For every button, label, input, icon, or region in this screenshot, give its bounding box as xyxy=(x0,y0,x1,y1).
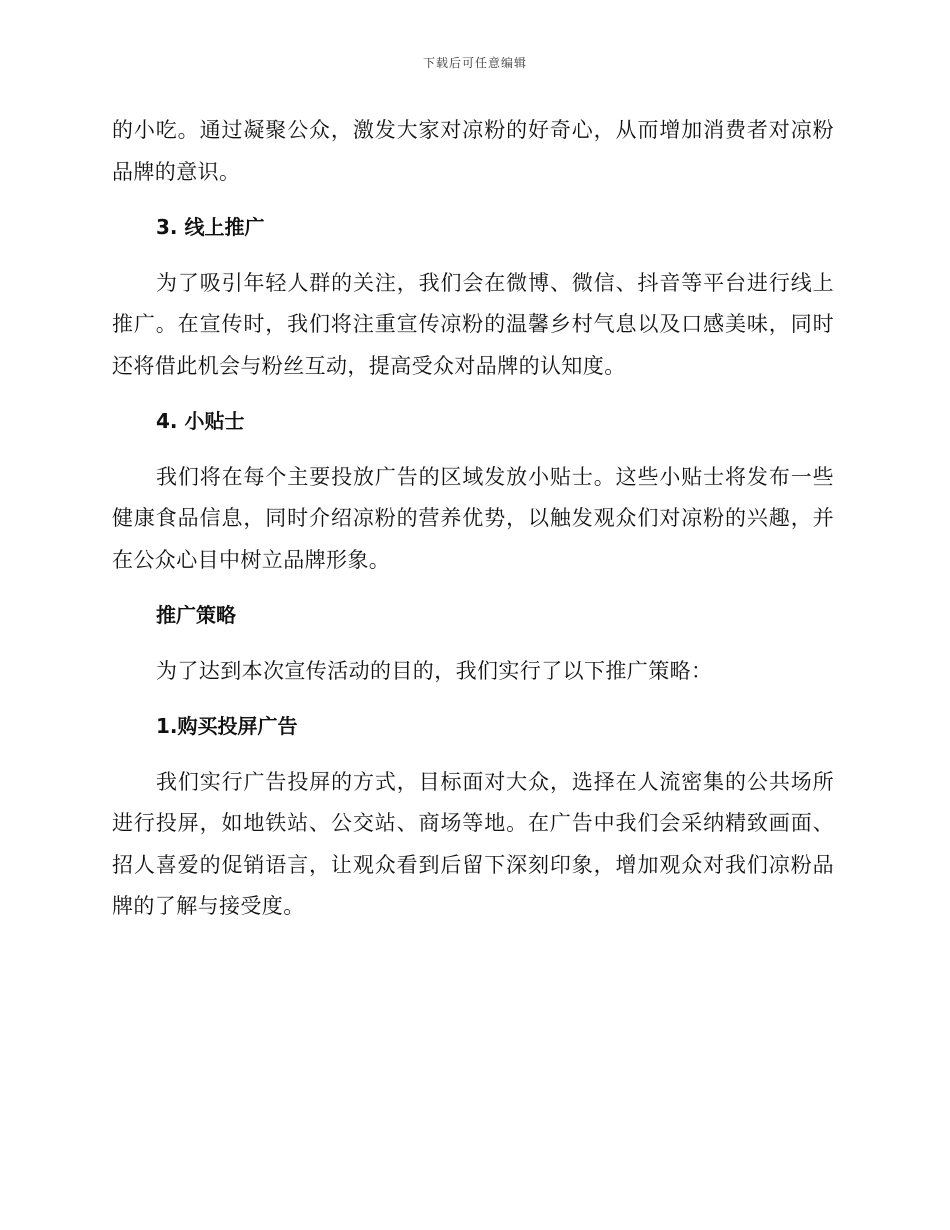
section-heading-tips: 4. 小贴士 xyxy=(156,409,245,433)
paragraph-online-promotion: 为了吸引年轻人群的关注，我们会在微博、微信、抖音等平台进行线上推广。在宣传时，我们将注重宣传凉粉的温馨乡村气息以及口感美味，同时还将借此机会与粉丝互动，提高受众对品牌的认知度。 xyxy=(112,270,834,378)
paragraph-screen-ads: 我们实行广告投屏的方式，目标面对大众，选择在人流密集的公共场所进行投屏，如地铁站、公交站、商场等地。在广告中我们会采纳精致画面、招人喜爱的促销语言，让观众看到后留下深刻印象，增加观众对我们凉粉品牌的了解与接受度。 xyxy=(112,769,834,918)
section-heading-strategy: 推广策略 xyxy=(156,603,236,627)
paragraph-tips: 我们将在每个主要投放广告的区域发放小贴士。这些小贴士将发布一些健康食品信息，同时介绍凉粉的营养优势，以触发观众们对凉粉的兴趣，并在公众心目中树立品牌形象。 xyxy=(112,464,834,572)
document-body xyxy=(112,110,834,942)
section-heading-online-promotion: 3. 线上推广 xyxy=(156,215,265,239)
paragraph-strategy-intro: 为了达到本次宣传活动的目的，我们实行了以下推广策略： xyxy=(156,658,713,683)
section-heading-screen-ads: 1.购买投屏广告 xyxy=(156,714,298,738)
header-note: 下载后可任意编辑 xyxy=(422,56,527,70)
paragraph-continuation: 的小吃。通过凝聚公众，激发大家对凉粉的好奇心，从而增加消费者对凉粉品牌的意识。 xyxy=(112,118,834,184)
